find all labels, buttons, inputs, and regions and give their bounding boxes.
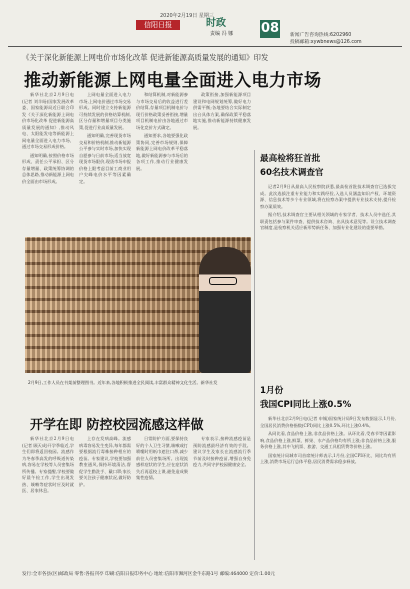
- paragraph: 新华社北京2月9日电(记者 申铖)国家统计局9日发布数据显示,1月份,全国居民消费价格指数(CPI)同比上涨0.5%,环比上涨0.4%。: [260, 416, 396, 428]
- contact-info: [290, 32, 362, 46]
- paragraph: 政策衔接,加强新能源项目建设和电网规划统筹,做好电力供需平衡;各地要结合实际制定出台具体方案,确保政策平稳落地实施,推动新能源持续健康发展。: [193, 92, 251, 130]
- paragraph: 通知明确,按照价格市场形成、责任公平承担、区分存量增量、政策统筹协调的总体思路,推动新能源上网电价全面由市场形成。: [22, 152, 74, 184]
- story2-column-3: [136, 436, 188, 566]
- page-header: [8, 4, 402, 44]
- article-kicker: 《关于深化新能源上网电价市场化改革 促进新能源高质量发展的通知》印发: [22, 53, 269, 62]
- news-photo: [25, 237, 251, 373]
- side-text-2: [260, 416, 396, 566]
- story2-column-2: [79, 436, 131, 566]
- side-text-1: [260, 184, 396, 378]
- header-rule: [8, 46, 402, 47]
- paragraph: 日常防护方面,要保持良好的个人卫生习惯,咳嗽或打喷嚏时用纸巾遮住口鼻,减少前往人员密集场所。出现流感样症状的学生,应在症状消失后再返校上课,避免造成聚集性疫情。: [136, 436, 188, 480]
- paragraph: 记者2月9日从最高人民检察院获悉,最高检首批技术调查官已选拔完成。此次选拔注重专业能力和实践经验,入选人员涵盖知识产权、环境资源、信息技术等多个专业领域,将在检察办案中提供专业技术支持,提升检察办案质效。: [260, 184, 396, 209]
- article-column-4: [193, 92, 251, 232]
- side-headline-2: [260, 384, 351, 412]
- paragraph: 通知要求,各地要强化政策协同,完善市场规则,保障新能源上网电价改革平稳落地,做好新能源参与市场后的各项工作,推动行业健康发展。: [136, 133, 188, 171]
- page-footer: 发行:全市各县(区)邮政局 零售:各报刊亭 印刷:信阳日报印务中心 地址:信阳市浉河区金牛东路1号 邮编:464000 定价:1.00元: [22, 572, 275, 577]
- photo-caption: 2月9日,工作人员在书架前整理图书。近年来,各地积极推进全民阅读,丰富群众精神文化生活。新华社发: [28, 380, 218, 385]
- story2-column-4: [193, 436, 251, 566]
- side-headline-1: [260, 152, 324, 180]
- paragraph: 和结算机制,对新能源参与市场交易后的收益进行差价结算,存量项目机制电价与现行价格政策妥善衔接,增量项目机制电价由各地通过市场化竞价方式确定。: [136, 92, 188, 130]
- side-headline-1-line2: 60名技术调查官: [260, 168, 324, 178]
- column-divider: [254, 150, 255, 560]
- issue-date: 2020年2月19日 星期三: [160, 13, 214, 19]
- article-column-1: [22, 92, 74, 232]
- article-headline: 推动新能源上网电量全面进入电力市场: [24, 71, 322, 91]
- story2-column-1: [22, 436, 74, 566]
- paragraph: 新华社北京2月9日电(记者 顾天成)开学季临近,学生们即将返回校园。流感作为冬春季高发的呼吸道传染病,容易在学校等人员密集场所传播。专家提醒,学校要做好晨午检工作,学生出现发热、咳嗽等症状时应及时就医、居家休息。: [22, 436, 74, 493]
- hotline: 新闻广告咨询热线:6202960: [290, 33, 352, 38]
- paragraph: 专家表示,接种流感疫苗是预防流感最经济有效的手段。建议学生及家长在流感流行季节前及时接种疫苗,增强自身免疫力,共同守护校园健康安全。: [193, 436, 251, 467]
- newspaper-logo: 信阳日报: [136, 20, 180, 30]
- page-number: 08: [260, 21, 280, 36]
- section-editor: 责编 冯 娜: [210, 31, 234, 37]
- email: 投稿邮箱:xywbnews@126.com: [290, 40, 362, 45]
- paragraph: 从同比看,食品价格上涨,非食品价格上涨。从环比看,受春节等因素影响,食品价格上涨,鲜菜、鲜果、水产品价格均有所上涨;非食品价格上涨,服务价格上涨,其中飞机票、旅游、交通工具租赁费等价格上涨。: [260, 431, 396, 449]
- paragraph: 通知明确,完善现货市场交易和价格机制,推动新能源公平参与实时市场,加快实现自愿参与日前市场;适当放宽现货市场限价,现货市场申报价格上限考虑目前工商业用户尖峰电价水平等因素确定。: [79, 133, 131, 184]
- side-headline-1-line1: 最高检将狂首批: [260, 154, 321, 164]
- paragraph: 据介绍,技术调查官主要从相关领域的专家学者、技术人员中选任,其职责包括参与案件审查、提供技术咨询、出具技术意见等。设立技术调查官制度,是检察机关适应新形势新任务、加强专业化建设的重要举措。: [260, 212, 396, 230]
- article-column-3: [136, 92, 188, 232]
- paragraph: 国家统计局城市司首席统计师表示,1月份,全国CPI环比、同比均有所上涨,消费市场运行总体平稳,居民消费需求稳步释放。: [260, 452, 396, 464]
- article-column-2: [79, 92, 131, 232]
- paragraph: 上网电量全面进入电力市场,上网电价通过市场交易形成。同时建立支持新能源可持续发展的价格结算机制,区分存量和增量项目分类施策,促进行业高质量发展。: [79, 92, 131, 130]
- story2-headline: 开学在即 防控校园流感这样做: [30, 418, 204, 433]
- paragraph: 上存在发病高峰。流感病毒容易发生变异,每年都需要根据流行毒株接种相应的疫苗。专家建议,学校要加强教室通风,保持环境清洁,督促学生勤洗手、戴口罩;家长要关注孩子健康状况,做好防护。: [79, 436, 131, 487]
- glasses-icon: [209, 277, 237, 285]
- person-figure: [199, 247, 251, 373]
- side-headline-2-line1: 1月份: [260, 386, 284, 396]
- paragraph: 新华社北京2月9日电(记者 刘羊旸)国家发展改革委、国家能源局近日联合印发《关于深化新能源上网电价市场化改革 促进新能源高质量发展的通知》,推动风电、太阳能发电等新能源上网电量全面进入电力市场、通过市场交易形成价格。: [22, 92, 74, 149]
- section-title: 时政: [206, 18, 226, 29]
- side-headline-2-line2: 我国CPI同比上涨0.5%: [260, 400, 352, 410]
